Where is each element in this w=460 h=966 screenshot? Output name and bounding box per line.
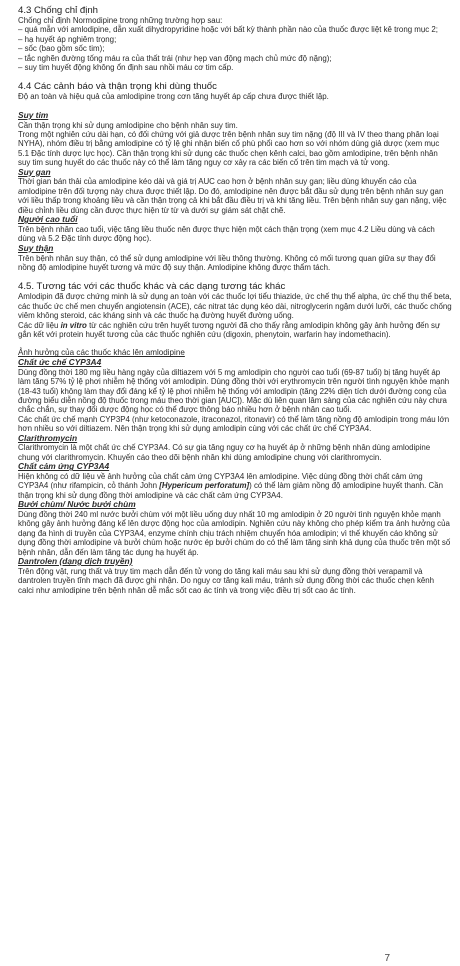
effects-on-amlodipine-heading: Ảnh hưởng của các thuốc khác lên amlodipine (18, 348, 185, 358)
section-4-4-title: 4.4 Các cảnh báo và thận trọng khi dùng thuốc (18, 81, 217, 93)
text-span: Các dữ liệu (18, 320, 61, 330)
hepatic-impairment-paragraph: Thời gian bán thải của amlodipine kéo dài và giá trị AUC cao hơn ở bệnh nhân suy gan; liều dùng khuyến cáo của amlodipine trên đối tượng này chưa được thiết lập. Do đó, amlodipine nên được bắt đầu sử dụng trên bệnh nhân suy gan với liều thấp trong khoảng liều và cần thận trọng cả khi bắt đầu điều trị và khi tăng liều. Trên bệnh nhân suy gan nặng, việc điều chỉnh liều dùng cần được thực hiện từ từ và dưới sự giám sát chặt chẽ. (18, 177, 447, 215)
heart-failure-heading: Suy tim (18, 109, 49, 120)
page-number: 7 (384, 953, 390, 964)
contraindication-item: – sốc (bao gồm sốc tim); (18, 44, 105, 54)
renal-impairment-paragraph: Trên bệnh nhân suy thận, có thể sử dụng amlodipine với liều thông thường. Không có mối tương quan giữa sự thay đổi nồng độ amlodipine huyết tương và mức độ suy thận. Amlodipine không được thẩm tách. (18, 253, 436, 272)
heart-failure-paragraph-2: Trong một nghiên cứu dài hạn, có đối chứng với giả dược trên bệnh nhân suy tim nặng (độ III và IV theo thang phân loại NYHA), nhóm điều trị bằng amlodipine có tỷ lệ ghi nhận biến cố phù phổi cao hơn so với nhóm dùng giả dược (xem mục 5.1 Đặc tính dược lực học). Cần thận trọng khi sử dụng các thuốc chẹn kênh calci, bao gồm amlodipine, trên bệnh nhân suy tim sung huyết do các thuốc này có thể làm tăng nguy cơ xảy ra các biến cố trên tim mạch và tử vong. (18, 130, 440, 168)
section-4-3-title: 4.3 Chống chỉ định (18, 5, 99, 16)
grapefruit-heading: Bưởi chùm/ Nước bưởi chùm (18, 499, 136, 510)
cyp3a4-inhibitors-paragraph-1: Dùng đồng thời 180 mg liều hàng ngày của diltiazem với 5 mg amlodipin cho người cao tuổi (69-87 tuổi) bị tăng huyết áp làm tăng 57% tỷ lệ phơi nhiễm hệ thống với amlodipin. Dùng đồng thời với erythromycin trên người tình nguyện khỏe mạnh (18-43 tuổi) không làm thay đổi đáng kể tỷ lệ phơi nhiễm hệ thống với amlodipin (tăng 22% diện tích dưới đường cong của đường biểu diễn nồng độ thuốc trong máu theo thời gian [AUC]). Mặc dù liên quan lâm sàng của các nghiên cứu này chưa chắc chắn, sự thay đổi dược động học có thể được thông báo nhiều hơn ở bệnh nhân cao tuổi. (18, 367, 450, 415)
cyp3a4-inducers-heading: Chất cảm ứng CYP3A4 (18, 461, 110, 472)
renal-impairment-heading: Suy thận (18, 242, 54, 253)
text-span: từ các nghiên cứu trên huyết tương người đã cho thấy rằng amlodipin không gây ảnh hưởng đến sự gắn kết với protein huyết tương của các thuốc nghiên cứu (digoxin, phenytoin, warfarin hay indomethacin). (18, 320, 441, 339)
clarithromycin-heading: Clarithromycin (18, 432, 78, 443)
elderly-heading: Người cao tuổi (18, 214, 78, 225)
cyp3a4-inhibitors-paragraph-2: Các chất ức chế mạnh CYP3P4 (như ketoconazole, itraconazol, ritonavir) có thể làm tăng nồng độ amlodipin trong máu lớn hơn nhiều so với diltiazem. Nên thận trọng khi sử dụng amlodipin cùng với các chất ức chế CYP3A4. (18, 414, 450, 434)
interactions-paragraph-2 (18, 321, 452, 340)
contraindication-item: – suy tim huyết động không ổn định sau nhồi máu cơ tim cấp. (18, 63, 234, 73)
warnings-intro: Độ an toàn và hiệu quả của amlodipine trong cơn tăng huyết áp cấp chưa được thiết lập. (18, 92, 329, 102)
hypericum-emphasis: [Hypericum perforatum] (159, 481, 250, 491)
cyp3a4-inducers-paragraph (18, 472, 452, 500)
dantrolene-paragraph: Trên động vật, rung thất và trụy tim mạch dẫn đến tử vong do tăng kali máu sau khi sử dụng đồng thời verapamil và dantrolen truyền tĩnh mạch đã được ghi nhận. Do nguy cơ tăng kali máu, tránh sử dụng đồng thời các thuốc chẹn kênh calci như amlodipine trên bệnh nhân dễ mắc sốt cao ác tính và trong việc điều trị sốt cao ác tính. (18, 566, 435, 595)
dantrolene-heading: Dantrolen (dạng dịch truyền) (18, 556, 133, 567)
text-span: Hiện không có dữ liệu về ảnh hưởng của chất cảm ứng CYP3A4 lên amlodipine. Việc dùng đồng thời chất cảm ứng CYP3A4 (như rifampicin, cỏ thánh John (18, 471, 423, 491)
section-4-5-title: 4.5. Tương tác với các thuốc khác và các dạng tương tác khác (18, 281, 286, 293)
cyp3a4-inhibitors-heading: Chất ức chế CYP3A4 (18, 356, 102, 367)
contraindication-item: – hạ huyết áp nghiêm trọng; (18, 34, 117, 44)
text-span: ) có thể làm giảm nồng độ amlodipine huyết thanh. Cần thận trọng khi sử dụng đồng thời amlodipine và các chất cảm ứng CYP3A4. (18, 481, 444, 500)
heart-failure-paragraph-1: Cần thận trọng khi sử dụng amlodipine cho bệnh nhân suy tim. (18, 120, 238, 130)
in-vitro-emphasis: in vitro (60, 320, 87, 330)
hepatic-impairment-heading: Suy gan (18, 166, 51, 177)
clarithromycin-paragraph: Clarithromycin là một chất ức chế CYP3A4. Có sự gia tăng nguy cơ hạ huyết áp ở những bệnh nhân dùng amlodipine chung với clarithromycin. Khuyến cáo theo dõi bệnh nhân khi dùng amlodipine chung với clarithromycin. (18, 443, 431, 462)
contraindication-item: – tắc nghẽn đường tống máu ra của thất trái (như hẹp van động mạch chủ mức độ nặng); (18, 53, 332, 63)
grapefruit-paragraph: Dùng đồng thời 240 ml nước bưởi chùm với một liều uống duy nhất 10 mg amlodipin ở 20 người tình nguyện khỏe mạnh không gây ảnh hưởng đáng kể lên dược động học của amlodipin. Nghiên cứu này không cho phép kiểm tra ảnh hưởng của dạng đa hình di truyền của CYP3A4, enzyme chính chịu trách nhiệm chuyển hóa amlodipin; vì thế khuyến cáo không sử dụng đồng thời amlodipine và bưởi chùm hoặc nước ép bưởi chùm do có thể làm tăng sinh khả dụng của thuốc trên một số bệnh nhân, dẫn đến làm tăng tác dụng hạ huyết áp. (18, 510, 451, 557)
elderly-paragraph: Trên bệnh nhân cao tuổi, việc tăng liều thuốc nên được thực hiện một cách thận trọng (xem mục 4.2 Liều dùng và cách dùng và 5.2 Đặc tính dược động học). (18, 224, 435, 244)
contraindication-item: – quá mẫn với amlodipine, dẫn xuất dihydropyridine hoặc với bất kỳ thành phần nào của thuốc được liệt kê trong mục 2; (18, 25, 438, 35)
contraindication-intro: Chống chỉ định Normodipine trong những trường hợp sau: (18, 16, 223, 25)
interactions-paragraph-1: Amlodipin đã được chứng minh là sử dụng an toàn với các thuốc lợi tiểu thiazide, ức chế thụ thể alpha, ức chế thụ thể beta, các thuốc ức chế men chuyển angiotensin (ACE), các nitrat tác dụng kéo dài, nitroglycerin ngậm dưới lưỡi, các thuốc chống viêm không steroid, các kháng sinh và các thuốc hạ đường huyết đường uống. (18, 292, 452, 321)
